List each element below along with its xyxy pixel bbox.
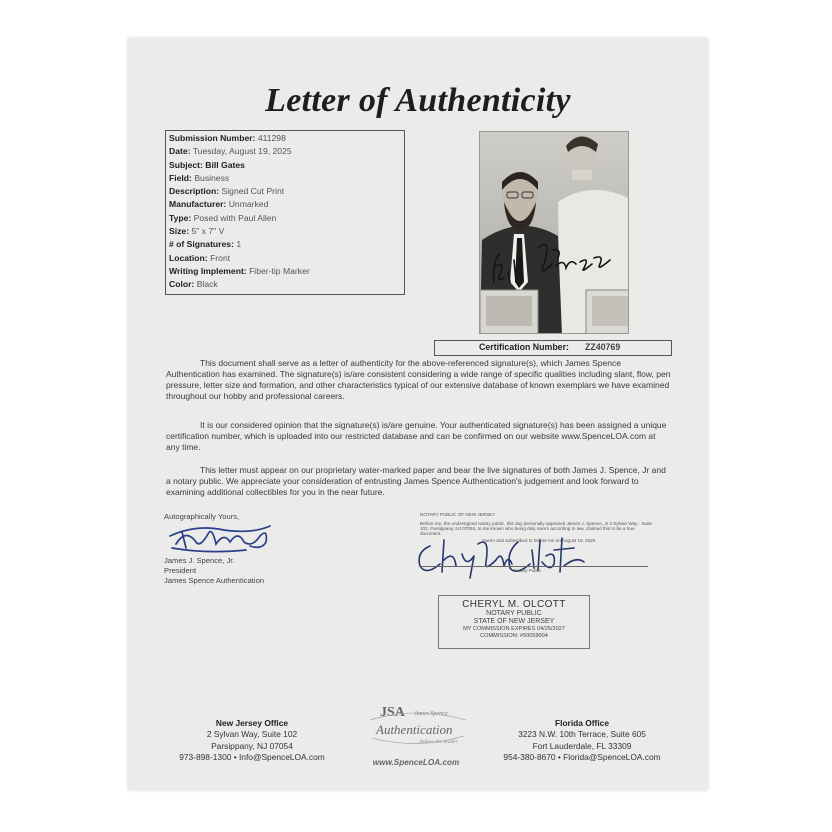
detail-row: # of Signatures: 1 [169,239,242,250]
detail-row: Manufacturer: Unmarked [169,199,269,210]
detail-row: Date: Tuesday, August 19, 2025 [169,146,292,157]
detail-row: Field: Business [169,172,230,183]
signer-title: President [164,566,197,575]
paragraph-opinion: It is our considered opinion that the signature(s) is/are genuine. Your authenticated signature(s) has been assigned a unique certification number, which is uploaded into our restricted database and can be confirmed on our website www.SpenceLOA.com at any time. [166,420,667,452]
notary-text: Before me, the undersigned notary public, this day personally appeared James J. Spence, Jr 2 Sylvan Way - Suite [420,521,652,526]
jsa-logo-mark [356,702,476,758]
fl-office: Florida Office 3223 N.W. 10th Terrace, Suite 605 Fort Lauderdale, FL 33309 954-380-8670 • Florida@SpenceLOA.com [503,718,661,763]
signed-photo [479,131,629,334]
notary-sig-line [420,566,648,567]
detail-row: Writing Implement: Fiber-tip Marker [169,265,310,276]
notary-stamp: CHERYL M. OLCOTT NOTARY PUBLIC STATE OF NEW JERSEY MY COMMISSION EXPIRES 04/25/2027 COMMISSION: #50059004 [438,595,590,649]
svg-text:follow the leader: follow the leader [420,739,458,745]
signer-name: James J. Spence, Jr. [164,556,235,565]
svg-text:James Spence: James Spence [414,711,448,717]
closing-text: Autographically Yours, [164,512,240,521]
nj-office: New Jersey Office 2 Sylvan Way, Suite 102 Parsippany, NJ 07054 973-898-1300 • Info@SpenceLOA.com [179,718,325,763]
notary-text: document. [420,531,442,536]
detail-row: Description: Signed Cut Print [169,186,285,197]
photo-image [480,132,629,334]
details-box [165,130,405,295]
website-link[interactable]: www.SpenceLOA.com [372,758,460,767]
detail-row: Location: Front [169,252,231,263]
notary-sig-label: Notary Public [514,568,542,573]
president-signature [166,518,276,554]
signer-company: James Spence Authentication [164,576,265,585]
notary-sworn: Sworn and subscribed to before me on August 19, 2025 [482,538,596,543]
paragraph-authenticity: This document shall serve as a letter of authenticity for the above-referenced signature(s), which James Spence Authentication has examined. The signature(s) is/are consistent considering a wide range of specific qualities including slant, flow, pen pressure, letter size and formation, and other characteristics typical of our extensive database of known exemplars we have examined throughout our hobby and professional careers. [166,358,671,401]
detail-row: Color: Black [169,279,218,290]
detail-row: Submission Number: 411298 [169,133,286,143]
detail-row: Size: 5" x 7" V [169,226,225,237]
letter-page [128,38,708,790]
paragraph-watermark: This letter must appear on our proprietary water-marked paper and bear the live signatures of both James J. Spence, Jr and a notary public. We appreciate your consideration of entrusting James Spence Authentication's judgement and look forward to examining additional collectibles for you in the near future. [166,465,666,497]
certification-number: Certification Number: ZZ40769 [434,340,672,356]
page-title: Letter of Authenticity [265,82,571,119]
svg-text:Authentication: Authentication [376,722,453,737]
svg-text:JSA: JSA [380,705,405,720]
notary-header: NOTARY PUBLIC OF NEW JERSEY [420,512,496,517]
notary-text: 102, Parsippany, NJ 07054, to me known who being duly sworn according to law, claimed this to be a true [420,526,635,531]
notary-signature [414,532,594,582]
detail-row: Type: Posed with Paul Allen [169,212,277,223]
certification-value: ZZ40769 [585,342,621,352]
detail-row: Subject: Bill Gates [169,159,245,170]
